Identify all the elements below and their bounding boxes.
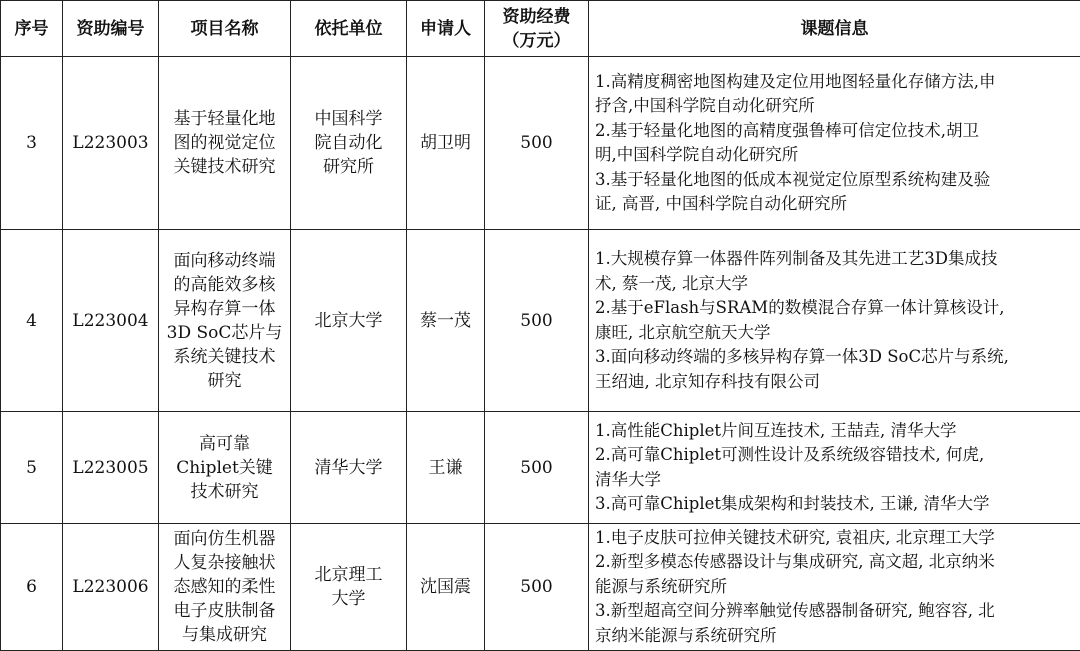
- topic-line: 清华大学: [595, 468, 1074, 493]
- header-funding-unit: （万元）: [485, 29, 588, 53]
- unit-line: 北京大学: [291, 309, 406, 333]
- cell-project: [159, 412, 291, 524]
- cell-seq: 4: [1, 230, 63, 412]
- project-line: 人复杂接触状: [165, 551, 284, 575]
- project-line: 面向仿生机器: [165, 527, 284, 551]
- cell-topics: [589, 412, 1080, 524]
- unit-line: 院自动化: [291, 131, 406, 155]
- cell-project: [159, 524, 291, 651]
- topic-line: 3.基于轻量化地图的低成本视觉定位原型系统构建及验: [595, 168, 1074, 193]
- cell-grant-no: L223006: [63, 524, 159, 651]
- cell-seq: 6: [1, 524, 63, 651]
- unit-line: 清华大学: [291, 456, 406, 480]
- cell-topics: [589, 57, 1080, 230]
- topic-line: 术, 蔡一茂, 北京大学: [595, 272, 1074, 297]
- topic-line: 2.新型多模态传感器设计与集成研究, 高文超, 北京纳米: [595, 550, 1074, 575]
- header-applicant: 申请人: [407, 1, 485, 57]
- topic-line: 京纳米能源与系统研究所: [595, 624, 1074, 649]
- cell-project: [159, 57, 291, 230]
- cell-grant-no: L223005: [63, 412, 159, 524]
- topic-line: 抒含,中国科学院自动化研究所: [595, 94, 1074, 119]
- project-line: 异构存算一体: [165, 297, 284, 321]
- cell-seq: 3: [1, 57, 63, 230]
- topic-line: 2.基于轻量化地图的高精度强鲁棒可信定位技术,胡卫: [595, 119, 1074, 144]
- project-line: 面向移动终端: [165, 249, 284, 273]
- table-row: [1, 524, 1080, 651]
- project-line: 图的视觉定位: [165, 131, 284, 155]
- unit-line: 中国科学: [291, 107, 406, 131]
- topic-line: 2.高可靠Chiplet可测性设计及系统级容错技术, 何虎,: [595, 443, 1074, 468]
- table-row: [1, 57, 1080, 230]
- topic-line: 3.新型超高空间分辨率触觉传感器制备研究, 鲍容容, 北: [595, 599, 1074, 624]
- header-grant-no: 资助编号: [63, 1, 159, 57]
- table-row: [1, 230, 1080, 412]
- cell-seq: 5: [1, 412, 63, 524]
- cell-unit: [291, 524, 407, 651]
- unit-line: 北京理工: [291, 563, 406, 587]
- topic-line: 证, 高晋, 中国科学院自动化研究所: [595, 192, 1074, 217]
- cell-applicant: 蔡一茂: [407, 230, 485, 412]
- topic-line: 1.高精度稠密地图构建及定位用地图轻量化存储方法,申: [595, 70, 1074, 95]
- project-line: 态感知的柔性: [165, 575, 284, 599]
- topic-line: 能源与系统研究所: [595, 575, 1074, 600]
- project-line: 系统关键技术: [165, 345, 284, 369]
- header-row: [1, 1, 1080, 57]
- project-line: 基于轻量化地: [165, 107, 284, 131]
- topic-line: 王绍迪, 北京知存科技有限公司: [595, 370, 1074, 395]
- topic-line: 3.面向移动终端的多核异构存算一体3D SoC芯片与系统,: [595, 345, 1074, 370]
- topic-line: 1.电子皮肤可拉伸关键技术研究, 袁祖庆, 北京理工大学: [595, 526, 1074, 551]
- header-unit: 依托单位: [291, 1, 407, 57]
- unit-line: 研究所: [291, 155, 406, 179]
- project-line: Chiplet关键: [165, 456, 284, 480]
- topic-line: 1.大规模存算一体器件阵列制备及其先进工艺3D集成技: [595, 247, 1074, 272]
- project-line: 的高能效多核: [165, 273, 284, 297]
- header-funding-line: 资助经费: [485, 5, 588, 29]
- project-line: 高可靠: [165, 432, 284, 456]
- header-seq: 序号: [1, 1, 63, 57]
- project-line: 电子皮肤制备: [165, 599, 284, 623]
- topic-line: 康旺, 北京航空航天大学: [595, 321, 1074, 346]
- topic-line: 3.高可靠Chiplet集成架构和封装技术, 王谦, 清华大学: [595, 492, 1074, 517]
- cell-funding: 500: [485, 524, 589, 651]
- header-funding: [485, 1, 589, 57]
- cell-applicant: 王谦: [407, 412, 485, 524]
- cell-funding: 500: [485, 230, 589, 412]
- header-project: 项目名称: [159, 1, 291, 57]
- cell-grant-no: L223003: [63, 57, 159, 230]
- cell-topics: [589, 524, 1080, 651]
- project-line: 关键技术研究: [165, 155, 284, 179]
- cell-project: [159, 230, 291, 412]
- cell-funding: 500: [485, 57, 589, 230]
- cell-funding: 500: [485, 412, 589, 524]
- topic-line: 明,中国科学院自动化研究所: [595, 143, 1074, 168]
- project-line: 与集成研究: [165, 623, 284, 647]
- cell-unit: [291, 412, 407, 524]
- unit-line: 大学: [291, 587, 406, 611]
- topic-line: 2.基于eFlash与SRAM的数模混合存算一体计算核设计,: [595, 296, 1074, 321]
- project-line: 研究: [165, 369, 284, 393]
- cell-topics: [589, 230, 1080, 412]
- cell-grant-no: L223004: [63, 230, 159, 412]
- topic-line: 1.高性能Chiplet片间互连技术, 王喆垚, 清华大学: [595, 419, 1074, 444]
- header-topics: 课题信息: [589, 1, 1080, 57]
- cell-applicant: 胡卫明: [407, 57, 485, 230]
- project-line: 3D SoC芯片与: [165, 321, 284, 345]
- cell-unit: [291, 230, 407, 412]
- cell-unit: [291, 57, 407, 230]
- cell-applicant: 沈国震: [407, 524, 485, 651]
- table-row: [1, 412, 1080, 524]
- project-line: 技术研究: [165, 480, 284, 504]
